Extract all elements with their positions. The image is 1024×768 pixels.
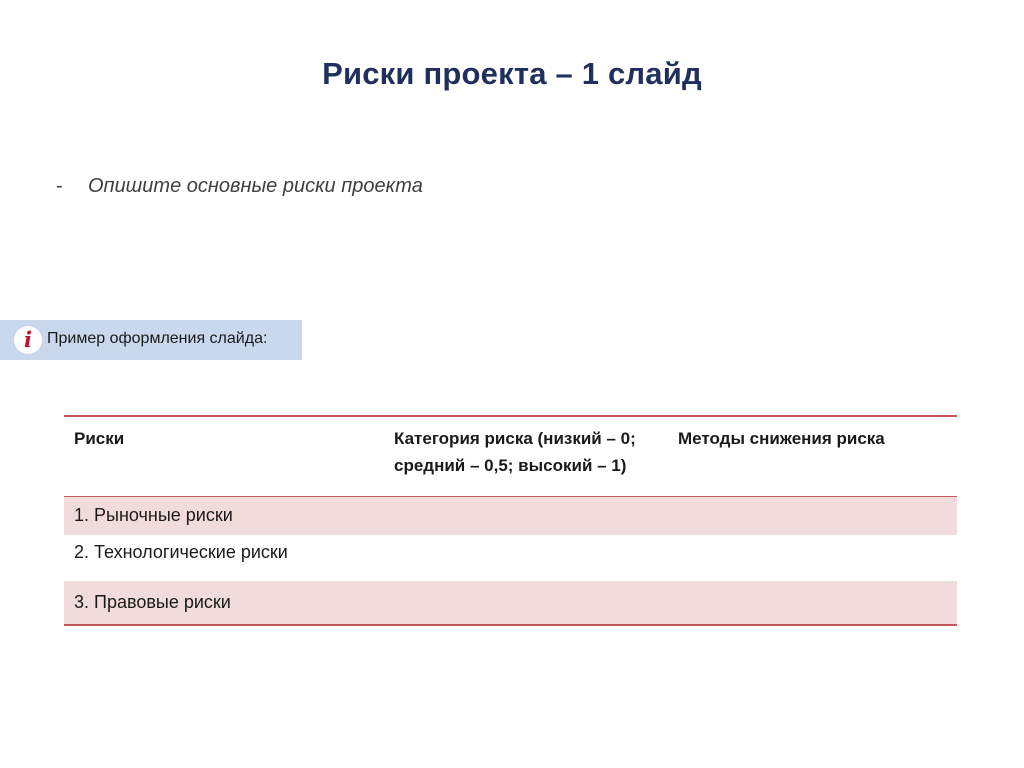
bullet-text: Опишите основные риски проекта (88, 175, 423, 197)
table-cell (668, 535, 957, 581)
bullet-dash: - (56, 175, 63, 197)
table-row (64, 535, 957, 581)
bullet-item (56, 175, 423, 198)
info-icon: i (14, 326, 42, 354)
example-callout-text: Пример оформления слайда: (47, 330, 268, 347)
table-cell (384, 535, 668, 581)
header-risk-category: Категория риска (низкий – 0; средний – 0,5; высокий – 1) (384, 416, 668, 496)
header-mitigation-methods: Методы снижения риска (668, 416, 957, 496)
slide-title: Риски проекта – 1 слайд (322, 56, 702, 91)
table-cell (384, 581, 668, 625)
table-header-row (64, 416, 957, 496)
table-cell (384, 496, 668, 535)
table-cell: 1. Рыночные риски (64, 496, 384, 535)
table-row (64, 581, 957, 625)
table-row (64, 496, 957, 535)
risk-table (64, 415, 957, 626)
table-cell: 2. Технологические риски (74, 541, 288, 562)
table-cell (668, 496, 957, 535)
header-risks: Риски (64, 416, 384, 496)
table-cell (668, 581, 957, 625)
table-cell: 3. Правовые риски (64, 581, 384, 625)
example-callout (0, 320, 302, 360)
